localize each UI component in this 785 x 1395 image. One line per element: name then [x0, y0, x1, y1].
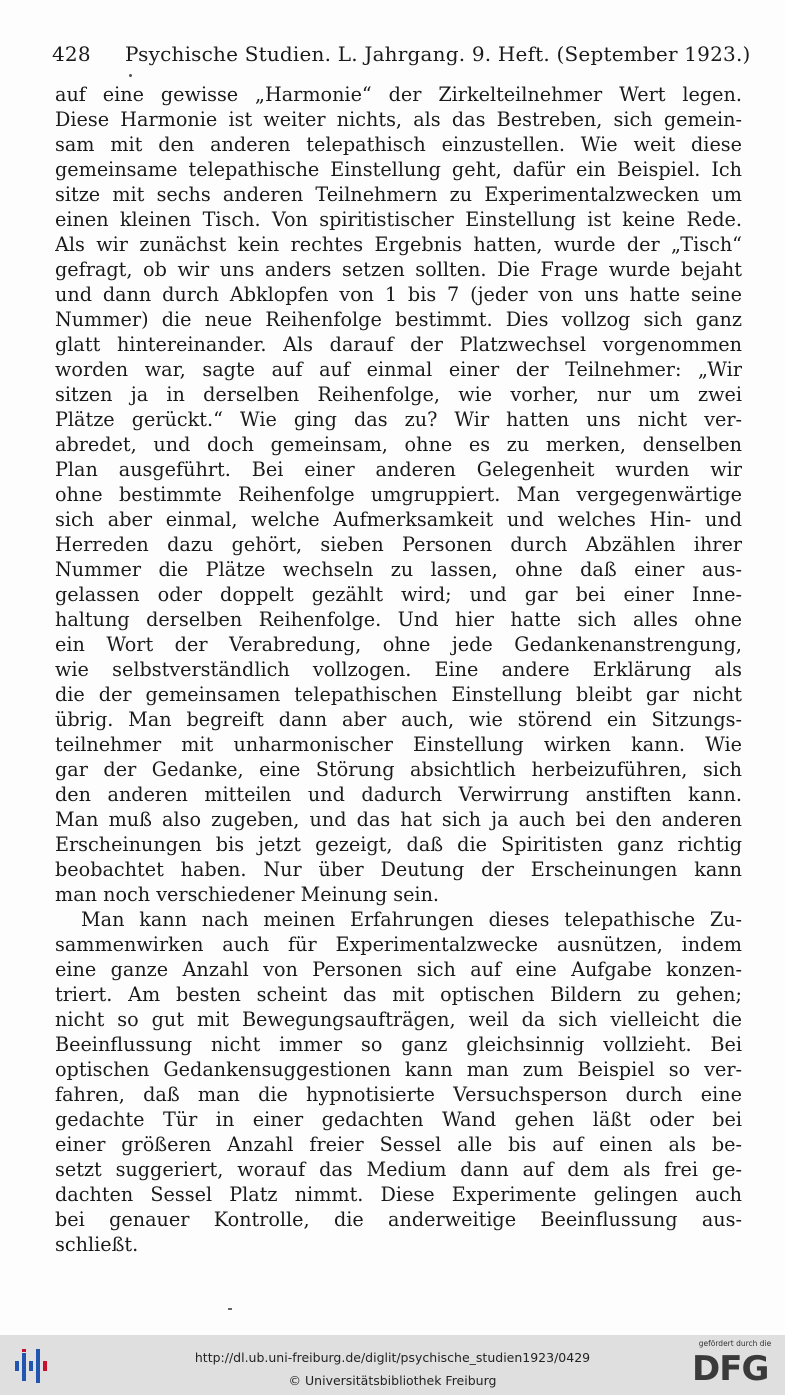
- text-line: ein Wort der Verabredung, ohne jede Gedankenanstrengung,: [55, 633, 742, 656]
- print-speck: [228, 1308, 232, 1310]
- text-line: einer größeren Anzahl freier Sessel alle bis auf einen als be-: [55, 1133, 742, 1156]
- text-line: sitzen ja in derselben Reihenfolge, wie vorher, nur um zwei: [55, 383, 742, 406]
- text-line: nicht so gut mit Bewegungsaufträgen, weil da sich vielleicht die: [55, 1008, 742, 1031]
- text-line: Beeinflussung nicht immer so ganz gleichsinnig vollzieht. Bei: [55, 1033, 742, 1056]
- dfg-tagline: gefördert durch die: [698, 1339, 772, 1348]
- print-speck: [129, 74, 132, 77]
- text-line: man noch verschiedener Meinung sein.: [55, 883, 440, 906]
- running-header: [52, 38, 751, 70]
- page-number: 428: [52, 42, 91, 66]
- text-line: Herreden dazu gehört, sieben Personen durch Abzählen ihrer: [55, 533, 742, 556]
- text-line: triert. Am besten scheint das mit optischen Bildern zu gehen;: [55, 983, 742, 1006]
- text-line: übrig. Man begreift dann aber auch, wie störend ein Sitzungs-: [55, 708, 742, 731]
- text-line: gelassen oder doppelt gezählt wird; und gar bei einer Inne-: [55, 583, 742, 606]
- text-line: Plätze gerückt.“ Wie ging das zu? Wir hatten uns nicht ver-: [55, 408, 742, 431]
- text-line: haltung derselben Reihenfolge. Und hier hatte sich alles ohne: [55, 608, 742, 631]
- text-line: einen kleinen Tisch. Von spiritistischer Einstellung ist keine Rede.: [55, 208, 742, 231]
- text-line: ohne bestimmte Reihenfolge umgruppiert. Man vergegenwärtige: [55, 483, 742, 506]
- text-line: beobachtet haben. Nur über Deutung der Erscheinungen kann: [55, 858, 742, 881]
- text-line: schließt.: [55, 1233, 139, 1256]
- copyright-notice: © Universitätsbibliothek Freiburg: [288, 1373, 497, 1388]
- text-line: gemeinsame telepathische Einstellung geht, dafür ein Beispiel. Ich: [55, 158, 742, 181]
- text-line: Nummer die Plätze wechseln zu lassen, ohne daß einer aus-: [55, 558, 742, 581]
- text-line: und dann durch Abklopfen von 1 bis 7 (jeder von uns hatte seine: [55, 283, 742, 306]
- text-line: gedachte Tür in einer gedachten Wand gehen läßt oder bei: [55, 1108, 742, 1131]
- text-line: sam mit den anderen telepathisch einzustellen. Wie weit diese: [55, 133, 742, 156]
- text-line: wie selbstverständlich vollzogen. Eine andere Erklärung als: [55, 658, 742, 681]
- running-title: Psychische Studien. L. Jahrgang. 9. Heft. (September 1923.): [125, 42, 751, 66]
- dfg-logo-text: DFG: [692, 1349, 769, 1389]
- text-line: Man muß also zugeben, und das hat sich ja auch bei den anderen: [55, 808, 742, 831]
- text-line: teilnehmer mit unharmonischer Einstellung wirken kann. Wie: [55, 733, 742, 756]
- text-line: Nummer) die neue Reihenfolge bestimmt. Dies vollzog sich ganz: [55, 308, 742, 331]
- text-line: den anderen mitteilen und dadurch Verwirrung anstiften kann.: [55, 783, 742, 806]
- body-text: [55, 82, 742, 1257]
- text-line: setzt suggeriert, worauf das Medium dann auf dem als frei ge-: [55, 1158, 742, 1181]
- text-line: Plan ausgeführt. Bei einer anderen Gelegenheit wurden wir: [55, 458, 742, 481]
- text-line: gefragt, ob wir uns anders setzen sollten. Die Frage wurde bejaht: [55, 258, 742, 281]
- text-line: sich aber einmal, welche Aufmerksamkeit und welches Hin- und: [55, 508, 742, 531]
- text-line: auf eine gewisse „Harmonie“ der Zirkelteilnehmer Wert legen.: [55, 83, 742, 106]
- text-line: sammenwirken auch für Experimentalzwecke ausnützen, indem: [55, 933, 742, 956]
- source-url-link[interactable]: http://dl.ub.uni-freiburg.de/diglit/psychische_studien1923/0429: [194, 1350, 591, 1365]
- text-line: optischen Gedankensuggestionen kann man zum Beispiel so ver-: [55, 1058, 742, 1081]
- text-line: Erscheinungen bis jetzt gezeigt, daß die Spiritisten ganz richtig: [55, 833, 742, 856]
- text-line: Als wir zunächst kein rechtes Ergebnis hatten, wurde der „Tisch“: [55, 233, 742, 256]
- footer-bar: [0, 1335, 785, 1395]
- text-line: worden war, sagte auf auf einmal einer der Teilnehmer: „Wir: [55, 358, 742, 381]
- text-line: glatt hintereinander. Als darauf der Platzwechsel vorgenommen: [55, 333, 742, 356]
- text-line: gar der Gedanke, eine Störung absichtlich herbeizuführen, sich: [55, 758, 742, 781]
- text-line: Diese Harmonie ist weiter nichts, als das Bestreben, sich gemein-: [55, 108, 742, 131]
- text-line: fahren, daß man die hypnotisierte Versuchsperson durch eine: [55, 1083, 742, 1106]
- text-line: abredet, und doch gemeinsam, ohne es zu merken, denselben: [55, 433, 742, 456]
- text-line: Man kann nach meinen Erfahrungen dieses telepathische Zu-: [81, 908, 742, 931]
- text-line: sitze mit sechs anderen Teilnehmern zu Experimentalzwecken um: [55, 183, 742, 206]
- dfg-logo[interactable]: [690, 1339, 780, 1391]
- text-line: die der gemeinsamen telepathischen Einstellung bleibt gar nicht: [55, 683, 742, 706]
- text-line: eine ganze Anzahl von Personen sich auf eine Aufgabe konzen-: [55, 958, 742, 981]
- text-line: dachten Sessel Platz nimmt. Diese Experimente gelingen auch: [55, 1183, 742, 1206]
- text-line: bei genauer Kontrolle, die anderweitige Beeinflussung aus-: [55, 1208, 742, 1231]
